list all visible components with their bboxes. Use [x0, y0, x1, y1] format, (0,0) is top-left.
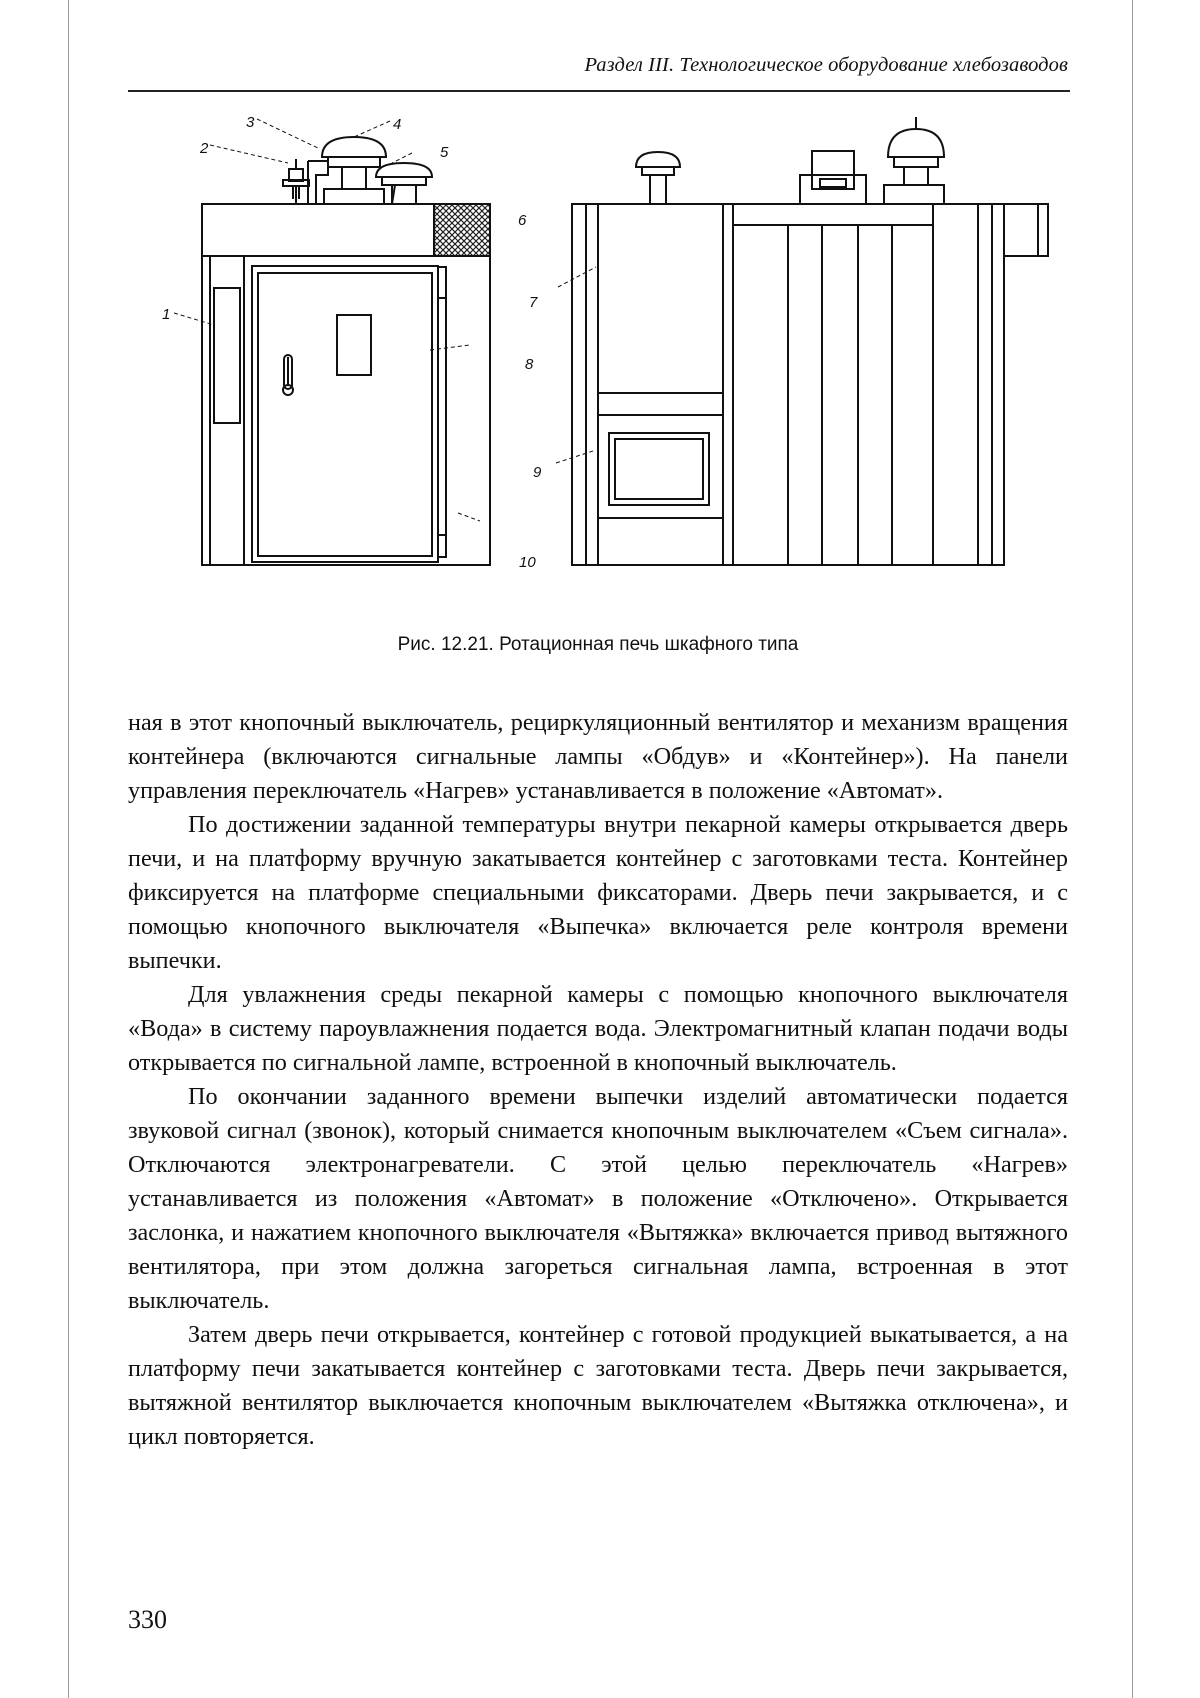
- front-view: [174, 119, 490, 565]
- callout-1: 1: [162, 306, 170, 323]
- oven-figure: [140, 115, 1060, 595]
- header-rule: [128, 90, 1070, 92]
- callout-10: 10: [519, 554, 536, 571]
- callout-4: 4: [393, 116, 401, 133]
- page-edge-right: [1132, 0, 1133, 1698]
- paragraph-5: Затем дверь печи открывается, контейнер с готовой продукцией выкатывается, а на платформу печи закатывается контейнер с заготовками теста. Дверь печи закрывается, вытяжной вентилятор выключается кнопочным выключателем «Вытяжка отключена», и цикл повторяется.: [128, 1318, 1068, 1454]
- body-text: [128, 706, 1068, 1454]
- oven-door: [252, 266, 438, 562]
- side-fan-2: [888, 129, 944, 157]
- callout-6: 6: [518, 212, 527, 229]
- figure-caption: Рис. 12.21. Ротационная печь шкафного типа: [128, 634, 1068, 656]
- fan-5: [376, 163, 432, 177]
- callout-9: 9: [533, 464, 542, 481]
- side-window: [609, 433, 709, 505]
- callout-7: 7: [529, 294, 538, 311]
- side-view: [556, 117, 1048, 565]
- insulation-hatch: [434, 204, 490, 256]
- paragraph-1: ная в этот кнопочный выключатель, рециркуляционный вентилятор и механизм вращения контейнера (включаются сигнальные лампы «Обдув» и «Контейнер»). На панели управления переключатель «Нагрев» устанавливается в положение «Автомат».: [128, 706, 1068, 808]
- control-panel: [214, 288, 240, 423]
- paragraph-3: Для увлажнения среды пекарной камеры с помощью кнопочного выключателя «Вода» в систему пароувлажнения подается вода. Электромагнитный клапан подачи воды открывается по сигнальной лампе, встроенной в кнопочный выключатель.: [128, 978, 1068, 1080]
- running-header: Раздел III. Технологическое оборудование хлебозаводов: [128, 54, 1068, 77]
- page-edge-left: [68, 0, 69, 1698]
- callout-3: 3: [246, 115, 255, 131]
- fan-4: [322, 137, 386, 157]
- side-fan: [636, 152, 680, 167]
- callout-2: 2: [199, 140, 209, 157]
- page-number: 330: [128, 1605, 167, 1635]
- door-handle: [284, 355, 292, 389]
- door-window: [337, 315, 371, 375]
- callout-5: 5: [440, 144, 449, 161]
- paragraph-2: По достижении заданной температуры внутри пекарной камеры открывается дверь печи, и на платформу вручную закатывается контейнер с заготовками теста. Контейнер фиксируется на платформе специальными фиксаторами. Дверь печи закрывается, и с помощью кнопочного выключателя «Выпечка» включается реле контроля времени выпечки.: [128, 808, 1068, 978]
- callout-8: 8: [525, 356, 534, 373]
- paragraph-4: По окончании заданного времени выпечки изделий автоматически подается звуковой сигнал (звонок), который снимается кнопочным выключателем «Съем сигнала». Отключаются электронагреватели. С этой целью переключатель «Нагрев» устанавливается из положения «Автомат» в положение «Отключено». Открывается заслонка, и нажатием кнопочного выключателя «Вытяжка» включается привод вытяжного вентилятора, при этом должна загореться сигнальная лампа, встроенная в этот выключатель.: [128, 1080, 1068, 1318]
- side-box: [812, 151, 854, 189]
